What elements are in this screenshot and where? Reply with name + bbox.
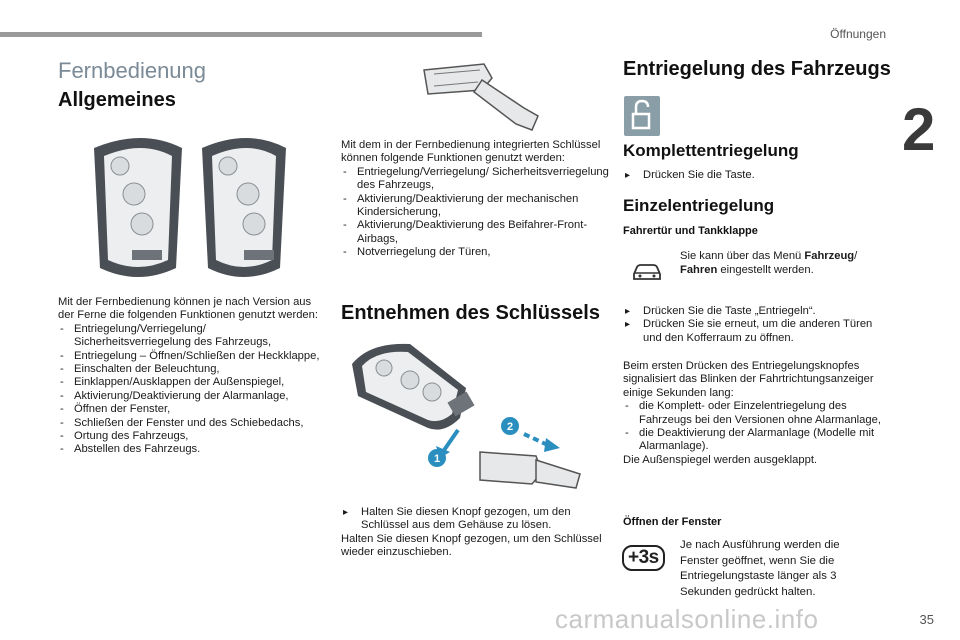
step-1-label: 1 [433, 453, 441, 465]
menu-setting-note: Sie kann über das Menü Fahrzeug/ Fahren eingestellt werden. [680, 250, 858, 276]
blink-list [623, 400, 893, 454]
remove-note: Halten Sie diesen Knopf gezogen, um den Schlüssel wieder einzuschieben. [341, 532, 602, 559]
list-item: - Einklappen/Ausklappen der Außenspiegel, [58, 376, 320, 389]
single-step: ▸ Drücken Sie die Taste „Entriegeln“. [623, 305, 893, 318]
page-title: Fernbedienung [58, 58, 207, 83]
key-function-list [341, 166, 609, 260]
key-removal-illustration [340, 334, 600, 494]
remove-step: ▸ Halten Sie diesen Knopf gezogen, um den Schlüssel aus dem Gehäuse zu lösen. [341, 506, 609, 533]
list-item: - Notverriegelung der Türen, [341, 246, 609, 259]
chapter-number: 2 [902, 96, 936, 163]
list-item: - Aktivierung/Deaktivierung der mechanischen Kindersicherung, [341, 193, 609, 220]
list-item: - Aktivierung/Deaktivierung des Beifahrer-Front-Airbags, [341, 219, 609, 246]
subheading-driver-door: Fahrertür und Tankklappe [623, 225, 758, 237]
unlock-icon [624, 96, 660, 136]
mirror-note: Die Außenspiegel werden ausgeklappt. [623, 453, 818, 466]
single-step: ▸ Drücken Sie sie erneut, um die anderen Türen und den Kofferraum zu öffnen. [623, 318, 893, 345]
key-blade-illustration [420, 60, 545, 136]
list-item: - Abstellen des Fahrzeugs. [58, 443, 320, 456]
list-item: - Aktivierung/Deaktivierung der Alarmanlage, [58, 390, 320, 403]
list-item: - Schließen der Fenster und des Schiebedachs, [58, 417, 320, 430]
plus-3s-icon: +3s [622, 545, 665, 571]
subheading-open-windows: Öffnen der Fenster [623, 516, 722, 528]
list-item: - Entriegelung – Öffnen/Schließen der Heckklappe, [58, 350, 320, 363]
key-intro: Mit dem in der Fernbedienung integrierten Schlüssel können folgende Funktionen genutzt werden: [341, 139, 601, 165]
list-item: - Ortung des Fahrzeugs, [58, 430, 320, 443]
section-heading-unlock: Entriegelung des Fahrzeugs [623, 58, 891, 80]
list-item: - Entriegelung/Verriegelung/ Sicherheitsverriegelung des Fahrzeugs, [58, 323, 320, 350]
list-item: - Einschalten der Beleuchtung, [58, 363, 320, 376]
menu-driving: Fahren [680, 264, 718, 276]
car-settings-icon [630, 258, 664, 284]
page-number: 35 [919, 612, 934, 627]
menu-vehicle: Fahrzeug [804, 250, 855, 262]
section-heading-remove-key: Entnehmen des Schlüssels [341, 302, 600, 324]
section-title: Öffnungen [830, 27, 886, 41]
list-item: - die Komplett- oder Einzelentriegelung des Fahrzeugs bei den Versionen ohne Alarmanlage, [623, 400, 893, 427]
watermark: carmanualsonline.info [555, 604, 819, 634]
blink-intro: Beim ersten Drücken des Entriegelungsknopfes signalisiert das Blinken der Fahrtrichtungsanzeiger einige Sekunden lang: [623, 360, 874, 399]
list-item: - die Deaktivierung der Alarmanlage (Modelle mit Alarmanlage). [623, 427, 893, 454]
windows-text: Je nach Ausführung werden die Fenster geöffnet, wenn Sie die Entriegelungstaste länger als 3 Sekunden gedrückt halten. [680, 539, 840, 598]
remote-keys-illustration [72, 128, 312, 288]
list-item: - Entriegelung/Verriegelung/ Sicherheitsverriegelung des Fahrzeugs, [341, 166, 609, 193]
step-2-label: 2 [506, 421, 514, 433]
complete-step: ▸ Drücken Sie die Taste. [623, 169, 893, 182]
subheading-single-unlock: Einzelentriegelung [623, 196, 775, 215]
section-heading-allgemeines: Allgemeines [58, 89, 176, 111]
function-list [58, 323, 320, 457]
subheading-complete-unlock: Komplettentriegelung [623, 141, 799, 160]
list-item: - Öffnen der Fenster, [58, 403, 320, 416]
header-bar [0, 32, 482, 37]
left-intro: Mit der Fernbedienung können je nach Version aus der Ferne die folgenden Funktionen genutzt werden: [58, 296, 318, 322]
